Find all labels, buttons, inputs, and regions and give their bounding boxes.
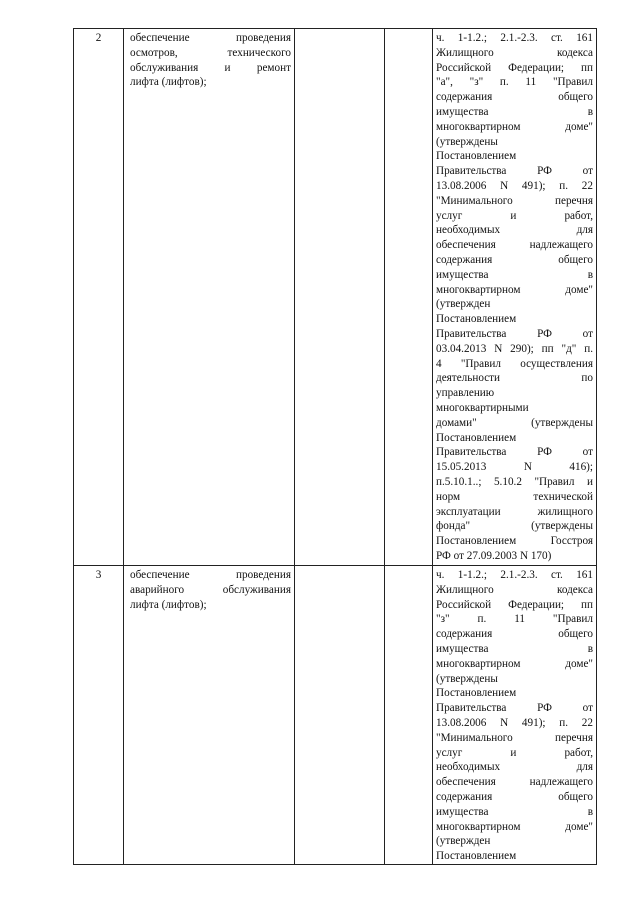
text-line: управлению	[436, 387, 495, 400]
text-line: (утвержден	[436, 835, 491, 848]
text-line: лифта (лифтов);	[130, 598, 207, 611]
text-line: (утверждены	[436, 672, 498, 685]
empty-cell	[295, 566, 385, 865]
table-row	[74, 29, 597, 566]
text-line: Постановлением	[436, 313, 517, 326]
text-line: норм технической	[436, 490, 593, 503]
text-line: аварийного обслуживания	[130, 583, 291, 596]
text-line: 13.08.2006 N 491); п. 22	[436, 179, 593, 192]
text-line: многоквартирном доме"	[436, 283, 593, 296]
empty-cell	[385, 566, 433, 865]
text-line: "Минимального перечня	[436, 731, 593, 744]
text-line: Постановлением	[436, 687, 517, 700]
text-line: ч. 1-1.2.; 2.1.-2.3. ст. 161	[436, 569, 593, 581]
text-line: содержания общего	[436, 253, 593, 266]
text-line: Российской Федерации; пп	[436, 598, 593, 611]
text-line: содержания общего	[436, 790, 593, 803]
text-line: Постановлением Госстроя	[436, 535, 593, 548]
text-line: имущества в	[436, 105, 593, 118]
text-line: Правительства РФ от	[436, 702, 593, 715]
text-line: 15.05.2013 N 416);	[436, 461, 593, 474]
text-line: многоквартирными	[436, 401, 529, 414]
text-line: (утверждены	[436, 135, 498, 148]
text-line: РФ от 27.09.2003 N 170)	[436, 549, 552, 562]
text-line: (утвержден	[436, 298, 491, 311]
text-line: 03.04.2013 N 290); пп "д" п.	[436, 342, 593, 355]
row-number: 3	[95, 569, 102, 581]
table-row	[74, 566, 597, 865]
text-line: Жилищного кодекса	[436, 583, 593, 596]
legal-basis-cell	[433, 29, 597, 566]
row-number-cell	[74, 566, 124, 865]
row-number: 2	[95, 32, 102, 44]
text-line: Постановлением	[436, 431, 517, 444]
work-description-cell	[124, 29, 295, 566]
text-line: "з" п. 11 "Правил	[436, 613, 593, 626]
text-line: Постановлением	[436, 850, 517, 863]
text-line: эксплуатации жилищного	[436, 505, 593, 518]
text-line: услуг и работ,	[436, 209, 593, 222]
text-line: Постановлением	[436, 150, 517, 163]
text-line: Правительства РФ от	[436, 327, 593, 340]
legal-basis-cell	[433, 566, 597, 865]
text-line: лифта (лифтов);	[130, 76, 207, 89]
services-table-body	[74, 29, 597, 865]
text-line: обслуживания и ремонт	[130, 61, 291, 74]
text-line: "а", "з" п. 11 "Правил	[436, 76, 593, 89]
text-line: 4 "Правил осуществления	[436, 357, 593, 370]
empty-cell	[295, 29, 385, 566]
text-line: необходимых для	[436, 761, 593, 774]
text-line: Правительства РФ от	[436, 446, 593, 459]
text-line: обеспечение проведения	[130, 569, 291, 581]
text-line: 13.08.2006 N 491); п. 22	[436, 716, 593, 729]
text-line: Жилищного кодекса	[436, 46, 593, 59]
text-line: п.5.10.1..; 5.10.2 "Правил и	[436, 475, 593, 488]
text-line: Правительства РФ от	[436, 165, 593, 178]
text-line: услуг и работ,	[436, 746, 593, 759]
text-line: Российской Федерации; пп	[436, 61, 593, 74]
text-line: "Минимального перечня	[436, 194, 593, 207]
text-line: многоквартирном доме"	[436, 657, 593, 670]
text-line: домами" (утверждены	[436, 416, 593, 429]
text-line: необходимых для	[436, 224, 593, 237]
text-line: многоквартирном доме"	[436, 820, 593, 833]
text-line: многоквартирном доме"	[436, 120, 593, 133]
text-line: имущества в	[436, 805, 593, 818]
text-line: имущества в	[436, 268, 593, 281]
text-line: деятельности по	[436, 372, 593, 385]
text-line: обеспечения надлежащего	[436, 776, 593, 789]
empty-cell	[385, 29, 433, 566]
text-line: содержания общего	[436, 628, 593, 641]
text-line: имущества в	[436, 642, 593, 655]
text-line: ч. 1-1.2.; 2.1.-2.3. ст. 161	[436, 32, 593, 44]
text-line: обеспечение проведения	[130, 32, 291, 44]
text-line: содержания общего	[436, 91, 593, 104]
text-line: осмотров, технического	[130, 46, 291, 59]
text-line: фонда" (утверждены	[436, 520, 593, 533]
services-table	[73, 28, 597, 865]
work-description-cell	[124, 566, 295, 865]
row-number-cell	[74, 29, 124, 566]
text-line: обеспечения надлежащего	[436, 239, 593, 252]
